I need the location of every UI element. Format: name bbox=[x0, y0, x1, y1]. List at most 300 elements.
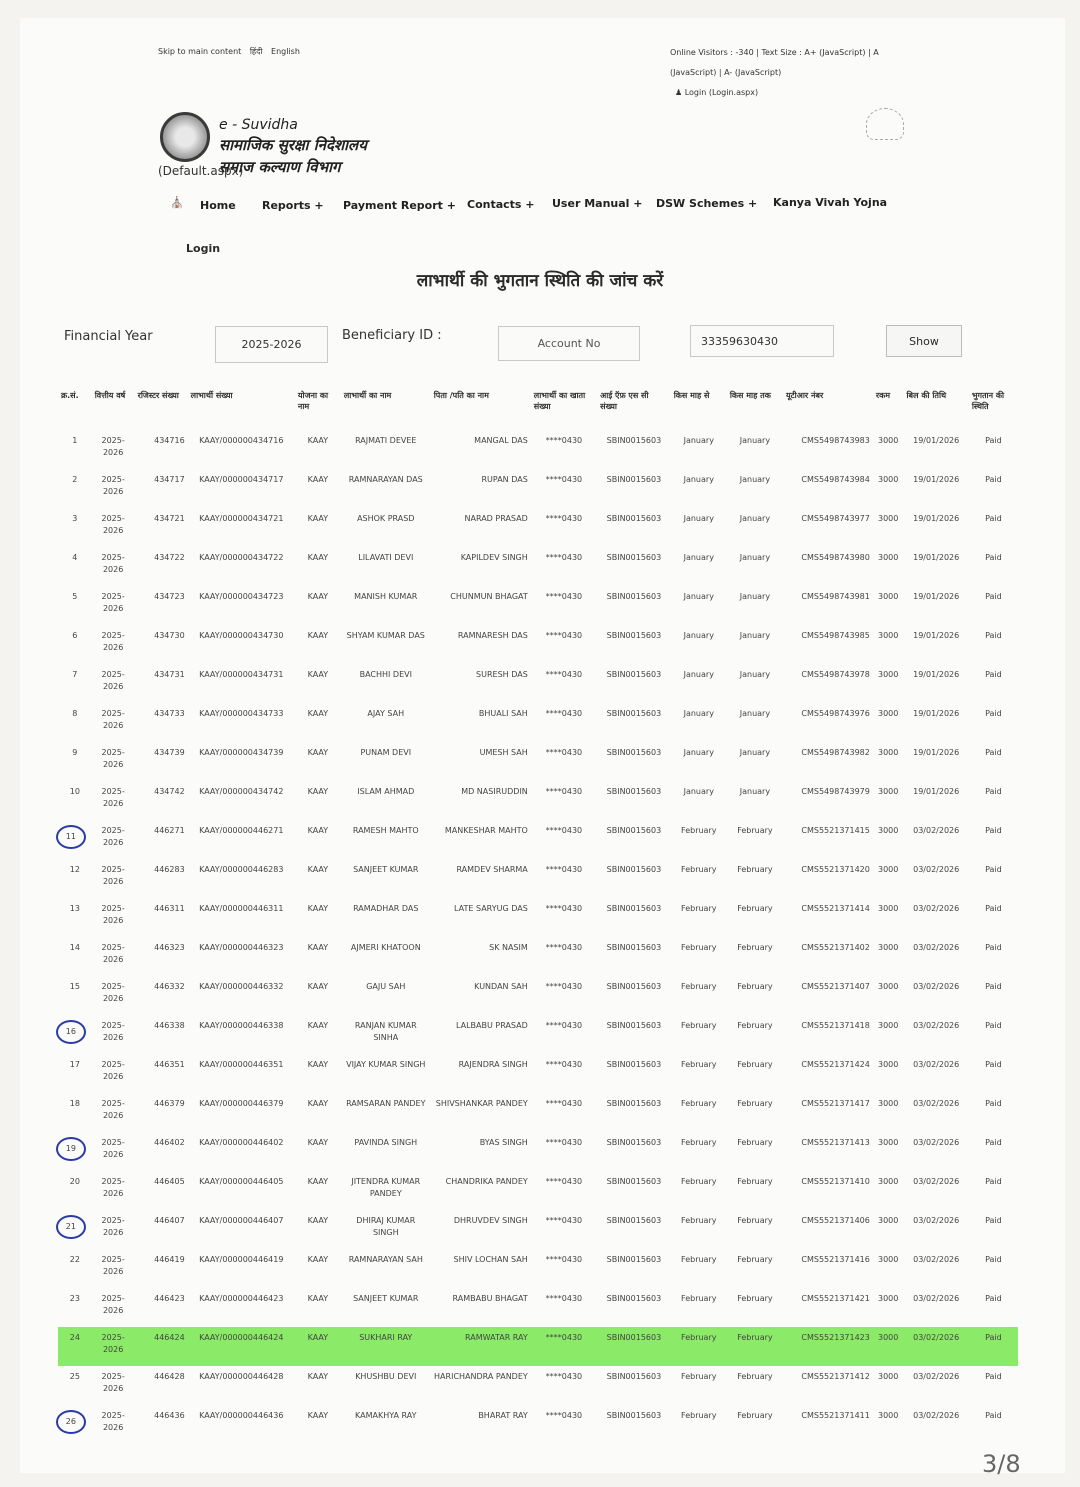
col-header: भुगतान की स्थिति bbox=[971, 391, 1005, 411]
cell-acc: ****0430 bbox=[545, 1138, 583, 1147]
cell-amt: 3000 bbox=[877, 1255, 899, 1264]
nav-contacts[interactable]: Contacts + bbox=[467, 198, 535, 211]
cell-fy: 2025-2026 bbox=[101, 670, 125, 691]
cell-fy: 2025-2026 bbox=[101, 1372, 125, 1393]
table-row bbox=[58, 1327, 1018, 1366]
cell-acc: ****0430 bbox=[545, 943, 583, 952]
cell-fy: 2025-2026 bbox=[101, 1099, 125, 1120]
cell-from: January bbox=[683, 787, 714, 796]
cell-ben: KAAY/000000446428 bbox=[199, 1372, 284, 1381]
cell-name: RAMSARAN PANDEY bbox=[346, 1099, 426, 1108]
cell-name: DHIRAJ KUMAR SINGH bbox=[356, 1216, 416, 1237]
cell-acc: ****0430 bbox=[545, 1255, 583, 1264]
cell-amt: 3000 bbox=[877, 1216, 899, 1225]
cell-from: January bbox=[683, 748, 714, 757]
col-header: रकम bbox=[875, 391, 891, 400]
cell-from: February bbox=[681, 1021, 717, 1030]
cell-father: SURESH DAS bbox=[476, 670, 528, 679]
cell-to: February bbox=[737, 826, 773, 835]
cell-scheme: KAAY bbox=[295, 1327, 341, 1366]
cell-scheme: KAAY bbox=[307, 1294, 329, 1303]
cell-status: Paid bbox=[985, 1099, 1002, 1108]
cell-name: SHYAM KUMAR DAS bbox=[346, 631, 425, 640]
cell-from: February bbox=[681, 1216, 717, 1225]
cell-scheme: KAAY bbox=[307, 904, 329, 913]
cell-name: ISLAM AHMAD bbox=[357, 787, 415, 796]
cell-fy: 2025-2026 bbox=[101, 631, 125, 652]
cell-date: 19/01/2026 bbox=[913, 553, 960, 562]
table-row bbox=[58, 1132, 1018, 1171]
nav-user-manual[interactable]: User Manual + bbox=[552, 197, 643, 210]
cell-amt: 3000 bbox=[877, 1177, 899, 1186]
cell-scheme: KAAY bbox=[307, 943, 329, 952]
cell-ifsc: SBIN0015603 bbox=[606, 943, 662, 952]
cell-ifsc: SBIN0015603 bbox=[606, 982, 662, 991]
cell-sn: 5 bbox=[72, 592, 78, 601]
cell-scheme: KAAY bbox=[307, 1216, 329, 1225]
cell-ifsc: SBIN0015603 bbox=[606, 1177, 662, 1186]
cell-fy: 2025-2026 bbox=[92, 1327, 135, 1366]
cell-acc: ****0430 bbox=[545, 709, 583, 718]
cell-reg: 446405 bbox=[154, 1177, 185, 1186]
cell-status: Paid bbox=[985, 631, 1002, 640]
cell-status: Paid bbox=[985, 1177, 1002, 1186]
cell-reg: 446283 bbox=[154, 865, 185, 874]
logo-alt-text: (Default.aspx) bbox=[158, 164, 244, 178]
cell-amt: 3000 bbox=[877, 1021, 899, 1030]
cell-to: February bbox=[737, 943, 773, 952]
skip-link[interactable]: Skip to main content bbox=[158, 47, 242, 56]
cell-date: 19/01/2026 bbox=[913, 670, 960, 679]
cell-scheme: KAAY bbox=[307, 982, 329, 991]
cell-amt: 3000 bbox=[877, 631, 899, 640]
cell-acc: ****0430 bbox=[545, 865, 583, 874]
cell-ifsc: SBIN0015603 bbox=[606, 748, 662, 757]
cell-acc: ****0430 bbox=[531, 1327, 597, 1366]
cell-ben: KAAY/000000446402 bbox=[199, 1138, 284, 1147]
cell-scheme: KAAY bbox=[307, 865, 329, 874]
cell-father: RAMNARESH DAS bbox=[457, 631, 528, 640]
cell-sn: 9 bbox=[72, 748, 78, 757]
cell-ifsc: SBIN0015603 bbox=[606, 592, 662, 601]
nav-payment-report[interactable]: Payment Report + bbox=[343, 199, 456, 212]
cell-fy: 2025-2026 bbox=[101, 1216, 125, 1237]
cell-utr: CMS5498743976 bbox=[801, 709, 870, 718]
cell-utr: CMS5521371421 bbox=[801, 1294, 870, 1303]
table-row bbox=[58, 1015, 1018, 1054]
cell-father: LATE SARYUG DAS bbox=[454, 904, 528, 913]
cell-father: CHUNMUN BHAGAT bbox=[450, 592, 528, 601]
cell-ben: KAAY/000000434739 bbox=[199, 748, 284, 757]
cell-amt: 3000 bbox=[877, 1411, 899, 1420]
cell-ben: KAAY/000000434716 bbox=[199, 436, 284, 445]
cell-sn: 13 bbox=[69, 904, 80, 913]
cell-acc: ****0430 bbox=[545, 904, 583, 913]
cell-ifsc: SBIN0015603 bbox=[606, 514, 662, 523]
cell-fy: 2025-2026 bbox=[101, 475, 125, 496]
cell-utr: CMS5498743978 bbox=[801, 670, 870, 679]
cell-from: January bbox=[683, 475, 714, 484]
cell-to: February bbox=[737, 1216, 773, 1225]
user-icon: ♟ bbox=[675, 88, 683, 97]
table-row bbox=[58, 937, 1018, 976]
cell-scheme: KAAY bbox=[307, 436, 329, 445]
cell-ben: KAAY/000000446283 bbox=[199, 865, 284, 874]
cell-date: 19/01/2026 bbox=[913, 592, 960, 601]
cell-date: 03/02/2026 bbox=[913, 1177, 960, 1186]
cell-acc: ****0430 bbox=[545, 1099, 583, 1108]
cell-from: February bbox=[681, 1099, 717, 1108]
col-header: लाभार्थी का खाता संख्या bbox=[533, 391, 586, 411]
cell-father: HARICHANDRA PANDEY bbox=[434, 1372, 528, 1381]
cell-ben: KAAY/000000446338 bbox=[199, 1021, 284, 1030]
cell-father: BYAS SINGH bbox=[479, 1138, 528, 1147]
cell-father: MANGAL DAS bbox=[474, 436, 528, 445]
cell-sn: 17 bbox=[69, 1060, 80, 1069]
cell-to: February bbox=[737, 1177, 773, 1186]
cell-sn: 8 bbox=[72, 709, 78, 718]
cell-scheme: KAAY bbox=[307, 475, 329, 484]
cell-from: January bbox=[683, 709, 714, 718]
cell-father: RAMBABU BHAGAT bbox=[452, 1294, 528, 1303]
cell-from: February bbox=[681, 826, 717, 835]
hand-circled-serial: 11 bbox=[56, 825, 86, 849]
cell-ben: KAAY/000000446424 bbox=[188, 1327, 295, 1366]
cell-date: 03/02/2026 bbox=[913, 1021, 960, 1030]
cell-sn: 24 bbox=[58, 1327, 92, 1366]
show-button[interactable]: Show bbox=[886, 325, 962, 357]
nav-dsw-schemes[interactable]: DSW Schemes + bbox=[656, 197, 758, 210]
cell-to: February bbox=[737, 1060, 773, 1069]
cell-sn: 18 bbox=[69, 1099, 80, 1108]
cell-amt: 3000 bbox=[877, 514, 899, 523]
cell-status: Paid bbox=[985, 1294, 1002, 1303]
cell-acc: ****0430 bbox=[545, 1060, 583, 1069]
cell-status: Paid bbox=[985, 826, 1002, 835]
cell-name: JITENDRA KUMAR PANDEY bbox=[351, 1177, 421, 1198]
cell-status: Paid bbox=[985, 592, 1002, 601]
hand-circled-serial: 26 bbox=[56, 1410, 86, 1434]
cell-to: February bbox=[737, 865, 773, 874]
cell-ben: KAAY/000000434721 bbox=[199, 514, 284, 523]
cell-fy: 2025-2026 bbox=[101, 943, 125, 964]
cell-utr: CMS5521371417 bbox=[801, 1099, 870, 1108]
nav-login[interactable]: Login bbox=[186, 242, 221, 255]
cell-from: February bbox=[681, 943, 717, 952]
cell-amt: 3000 bbox=[877, 865, 899, 874]
col-header: किस माह तक bbox=[729, 391, 771, 400]
cell-sn: 4 bbox=[72, 553, 78, 562]
cell-date: 19/01/2026 bbox=[913, 748, 960, 757]
account-value-input[interactable]: 33359630430 bbox=[690, 325, 834, 357]
cell-reg: 446311 bbox=[154, 904, 185, 913]
hand-circled-serial: 16 bbox=[56, 1020, 86, 1044]
login-link[interactable] bbox=[675, 88, 758, 97]
cell-status: Paid bbox=[985, 787, 1002, 796]
cell-scheme: KAAY bbox=[307, 748, 329, 757]
cell-acc: ****0430 bbox=[545, 1372, 583, 1381]
cell-to: February bbox=[737, 1138, 773, 1147]
cell-name: BACHHI DEVI bbox=[359, 670, 412, 679]
table-row bbox=[58, 625, 1018, 664]
cell-amt: 3000 bbox=[877, 709, 899, 718]
table-row bbox=[58, 547, 1018, 586]
cell-date: 03/02/2026 bbox=[913, 1060, 960, 1069]
cell-from: January bbox=[683, 514, 714, 523]
cell-fy: 2025-2026 bbox=[101, 514, 125, 535]
cell-acc: ****0430 bbox=[545, 1177, 583, 1186]
cell-acc: ****0430 bbox=[545, 553, 583, 562]
cell-reg: 446379 bbox=[154, 1099, 185, 1108]
cell-date: 03/02/2026 bbox=[913, 826, 960, 835]
cell-sn bbox=[58, 1015, 92, 1054]
cell-amt: 3000 bbox=[877, 592, 899, 601]
cell-fy: 2025-2026 bbox=[101, 1255, 125, 1276]
table-row bbox=[58, 586, 1018, 625]
cell-father: DHRUVDEV SINGH bbox=[453, 1216, 528, 1225]
account-no-input[interactable]: Account No bbox=[498, 326, 640, 361]
cell-status: Paid bbox=[985, 865, 1002, 874]
cell-name: RANJAN KUMAR SINHA bbox=[354, 1021, 417, 1042]
cell-utr: CMS5498743983 bbox=[801, 436, 870, 445]
cell-father: SHIV LOCHAN SAH bbox=[453, 1255, 528, 1264]
cell-ifsc: SBIN0015603 bbox=[606, 1099, 662, 1108]
table-row bbox=[58, 1171, 1018, 1210]
cell-acc: ****0430 bbox=[545, 1294, 583, 1303]
cell-to: January bbox=[739, 553, 771, 562]
visitor-info bbox=[670, 43, 910, 83]
cell-ben: KAAY/000000446405 bbox=[199, 1177, 284, 1186]
cell-amt: 3000 bbox=[877, 1294, 899, 1303]
cell-amt: 3000 bbox=[877, 943, 899, 952]
cell-amt: 3000 bbox=[877, 982, 899, 991]
cell-status: Paid bbox=[985, 514, 1002, 523]
cell-father: UMESH SAH bbox=[479, 748, 528, 757]
cell-name: RAJMATI DEVEE bbox=[355, 436, 417, 445]
cell-date: 19/01/2026 bbox=[913, 631, 960, 640]
cell-date: 19/01/2026 bbox=[913, 514, 960, 523]
cell-utr: CMS5498743982 bbox=[801, 748, 870, 757]
cell-ifsc: SBIN0015603 bbox=[606, 631, 662, 640]
cell-utr: CMS5521371412 bbox=[801, 1372, 870, 1381]
cell-scheme: KAAY bbox=[307, 1177, 329, 1186]
cell-reg: 446407 bbox=[154, 1216, 185, 1225]
cell-ifsc: SBIN0015603 bbox=[606, 1411, 662, 1420]
cell-ifsc: SBIN0015603 bbox=[606, 787, 662, 796]
cell-date: 03/02/2026 bbox=[913, 1216, 960, 1225]
cell-utr: CMS5498743984 bbox=[801, 475, 870, 484]
cell-ben: KAAY/000000446379 bbox=[199, 1099, 284, 1108]
cell-to: February bbox=[737, 982, 773, 991]
cell-father: SK NASIM bbox=[489, 943, 528, 952]
cell-status: Paid bbox=[985, 904, 1002, 913]
visitor-line-1: Online Visitors : -340 | Text Size : A+ (JavaScript) | A bbox=[670, 48, 879, 57]
cell-to: February bbox=[727, 1327, 783, 1366]
cell-name: MANISH KUMAR bbox=[354, 592, 418, 601]
table-row bbox=[58, 508, 1018, 547]
fy-select[interactable]: 2025-2026 bbox=[215, 326, 328, 363]
col-header: आई ऍफ़ एस सी संख्या bbox=[600, 391, 649, 411]
cell-ben: KAAY/000000434742 bbox=[199, 787, 284, 796]
cell-ifsc: SBIN0015603 bbox=[606, 436, 662, 445]
cell-utr: CMS5521371410 bbox=[801, 1177, 870, 1186]
cell-utr: CMS5521371424 bbox=[801, 1060, 870, 1069]
nav-kanya-vivah[interactable]: Kanya Vivah Yojna bbox=[773, 196, 888, 209]
cell-status: Paid bbox=[985, 1372, 1002, 1381]
cell-to: January bbox=[739, 709, 771, 718]
cell-to: January bbox=[739, 670, 771, 679]
cell-sn: 1 bbox=[72, 436, 78, 445]
cell-name: GAJU SAH bbox=[366, 982, 406, 991]
cell-fy: 2025-2026 bbox=[101, 1177, 125, 1198]
nav-reports[interactable]: Reports + bbox=[262, 199, 324, 212]
cell-ben: KAAY/000000446419 bbox=[199, 1255, 284, 1264]
table-row bbox=[58, 781, 1018, 820]
cell-acc: ****0430 bbox=[545, 787, 583, 796]
cell-sn: 25 bbox=[69, 1372, 80, 1381]
table-row bbox=[58, 976, 1018, 1015]
cell-reg: 434722 bbox=[154, 553, 185, 562]
cell-status: Paid bbox=[985, 1138, 1002, 1147]
cell-utr: CMS5521371415 bbox=[801, 826, 870, 835]
col-header: यूटीआर नंबर bbox=[786, 391, 824, 400]
cell-sn bbox=[58, 820, 92, 859]
cell-sn: 14 bbox=[69, 943, 80, 952]
cell-acc: ****0430 bbox=[545, 1021, 583, 1030]
cell-date: 03/02/2026 bbox=[913, 865, 960, 874]
cell-from: February bbox=[681, 1177, 717, 1186]
emblem-icon bbox=[160, 112, 210, 162]
cell-acc: ****0430 bbox=[545, 1411, 583, 1420]
nav-home[interactable]: Home bbox=[200, 199, 236, 212]
cell-fy: 2025-2026 bbox=[101, 436, 125, 457]
cell-scheme: KAAY bbox=[307, 709, 329, 718]
cell-date: 03/02/2026 bbox=[913, 1411, 960, 1420]
cell-utr: CMS5498743985 bbox=[801, 631, 870, 640]
cell-reg: 434721 bbox=[154, 514, 185, 523]
page-title: लाभार्थी की भुगतान स्थिति की जांच करें bbox=[416, 271, 664, 291]
col-header: लाभार्थी संख्या bbox=[190, 391, 233, 400]
cell-reg: 446419 bbox=[154, 1255, 185, 1264]
cell-acc: ****0430 bbox=[545, 631, 583, 640]
cell-reg: 434716 bbox=[154, 436, 185, 445]
cell-sn: 23 bbox=[69, 1294, 80, 1303]
cell-ben: KAAY/000000446323 bbox=[199, 943, 284, 952]
cell-fy: 2025-2026 bbox=[101, 1021, 125, 1042]
hindi-link[interactable]: हिंदी bbox=[249, 47, 263, 56]
cell-father: BHUALI SAH bbox=[478, 709, 528, 718]
cell-from: February bbox=[681, 1255, 717, 1264]
cell-date: 03/02/2026 bbox=[903, 1327, 968, 1366]
cell-from: January bbox=[683, 631, 714, 640]
cell-to: January bbox=[739, 748, 771, 757]
col-header: योजना का नाम bbox=[297, 391, 329, 411]
cell-fy: 2025-2026 bbox=[101, 1060, 125, 1081]
login-link-text: Login (Login.aspx) bbox=[684, 88, 759, 97]
cell-fy: 2025-2026 bbox=[101, 748, 125, 769]
col-header: लाभार्थी का नाम bbox=[343, 391, 392, 400]
cell-ben: KAAY/000000446351 bbox=[199, 1060, 284, 1069]
cell-fy: 2025-2026 bbox=[101, 592, 125, 613]
cell-scheme: KAAY bbox=[307, 553, 329, 562]
cell-to: January bbox=[739, 436, 771, 445]
cell-acc: ****0430 bbox=[545, 514, 583, 523]
logo-hindi-1: सामाजिक सुरक्षा निदेशालय bbox=[219, 136, 367, 154]
cell-scheme: KAAY bbox=[307, 1138, 329, 1147]
english-link[interactable]: English bbox=[271, 47, 300, 56]
cell-scheme: KAAY bbox=[307, 1372, 329, 1381]
cell-utr: CMS5521371414 bbox=[801, 904, 870, 913]
cell-to: January bbox=[739, 514, 771, 523]
cell-sn: 7 bbox=[72, 670, 78, 679]
cell-to: February bbox=[737, 1411, 773, 1420]
cell-reg: 446423 bbox=[154, 1294, 185, 1303]
cell-father: NARAD PRASAD bbox=[464, 514, 528, 523]
topbar-links bbox=[158, 46, 306, 57]
cell-sn: 15 bbox=[69, 982, 80, 991]
cell-fy: 2025-2026 bbox=[101, 709, 125, 730]
cell-ben: KAAY/000000446423 bbox=[199, 1294, 284, 1303]
cell-status: Paid bbox=[985, 982, 1002, 991]
cell-status: Paid bbox=[985, 475, 1002, 484]
cell-scheme: KAAY bbox=[307, 631, 329, 640]
cell-utr: CMS5498743981 bbox=[801, 592, 870, 601]
cell-to: January bbox=[739, 787, 771, 796]
cell-reg: 434733 bbox=[154, 709, 185, 718]
cell-ben: KAAY/000000434733 bbox=[199, 709, 284, 718]
cell-utr: CMS5521371411 bbox=[801, 1411, 870, 1420]
cell-from: January bbox=[683, 553, 714, 562]
cell-ifsc: SBIN0015603 bbox=[606, 1138, 662, 1147]
cell-father: RUPAN DAS bbox=[481, 475, 528, 484]
cell-name: PAVINDA SINGH bbox=[354, 1138, 418, 1147]
cell-to: January bbox=[739, 631, 771, 640]
cell-reg: 446323 bbox=[154, 943, 185, 952]
cell-father: RAMDEV SHARMA bbox=[456, 865, 528, 874]
cell-fy: 2025-2026 bbox=[101, 1138, 125, 1159]
cell-amt: 3000 bbox=[877, 436, 899, 445]
cell-status: Paid bbox=[985, 1021, 1002, 1030]
page-number: 3/8 bbox=[982, 1450, 1021, 1478]
cell-to: February bbox=[737, 1099, 773, 1108]
fy-label: Financial Year bbox=[64, 329, 153, 344]
cell-ifsc: SBIN0015603 bbox=[606, 1021, 662, 1030]
cell-utr: CMS5498743979 bbox=[801, 787, 870, 796]
cell-fy: 2025-2026 bbox=[101, 1411, 125, 1432]
cell-ifsc: SBIN0015603 bbox=[597, 1327, 671, 1366]
cell-ifsc: SBIN0015603 bbox=[606, 826, 662, 835]
table-row bbox=[58, 1288, 1018, 1327]
beneficiary-id-label: Beneficiary ID : bbox=[342, 328, 442, 343]
table-row bbox=[58, 1093, 1018, 1132]
cell-name: SANJEET KUMAR bbox=[353, 865, 419, 874]
cell-ben: KAAY/000000446436 bbox=[199, 1411, 284, 1420]
cell-to: February bbox=[737, 904, 773, 913]
table-row bbox=[58, 430, 1018, 469]
cell-ben: KAAY/000000434717 bbox=[199, 475, 284, 484]
table-row bbox=[58, 703, 1018, 742]
cell-ifsc: SBIN0015603 bbox=[606, 553, 662, 562]
cell-status: Paid bbox=[985, 748, 1002, 757]
cell-scheme: KAAY bbox=[307, 514, 329, 523]
cell-status: Paid bbox=[985, 1255, 1002, 1264]
cell-reg: 434730 bbox=[154, 631, 185, 640]
cell-date: 03/02/2026 bbox=[913, 1372, 960, 1381]
cell-reg: 446271 bbox=[154, 826, 185, 835]
cell-to: February bbox=[737, 1372, 773, 1381]
cell-reg: 434717 bbox=[154, 475, 185, 484]
cell-amt: 3000 bbox=[877, 787, 899, 796]
